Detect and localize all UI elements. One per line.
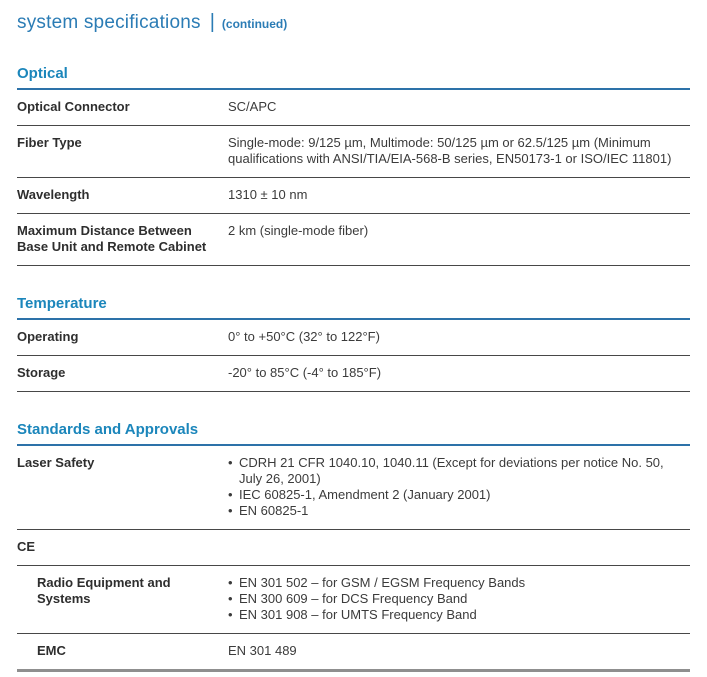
- row-value: 0° to +50°C (32° to 122°F): [228, 329, 380, 344]
- title-divider: |: [209, 11, 215, 33]
- bullet-item: [228, 503, 690, 519]
- row-value: -20° to 85°C (-4° to 185°F): [228, 365, 382, 380]
- bullet-marker: •: [228, 575, 233, 590]
- bullet-item: [228, 591, 690, 607]
- section-heading: Optical: [17, 65, 690, 90]
- row-label: Operating: [17, 329, 79, 344]
- table-row: [17, 530, 690, 566]
- table-row: [17, 178, 690, 214]
- row-value: Single-mode: 9/125 µm, Multimode: 50/125 µm or 62.5/125 µm (Minimum qualifications with ANSI/TIA/EIA-568-B series, EN50173-1 or ISO/IEC 11801): [228, 135, 672, 166]
- row-label: Maximum Distance Between Base Unit and Remote Cabinet: [17, 223, 207, 254]
- bullet-item: [228, 575, 690, 591]
- bullet-list: [228, 455, 690, 519]
- bullet-text: EN 60825-1: [239, 503, 309, 518]
- row-label: Laser Safety: [17, 455, 95, 470]
- row-label: Optical Connector: [17, 99, 130, 114]
- section-standards-approvals: [17, 421, 690, 672]
- row-value: [228, 539, 690, 555]
- row-label: EMC: [37, 643, 66, 658]
- bullet-text: IEC 60825-1, Amendment 2 (January 2001): [239, 487, 491, 502]
- bullet-marker: •: [228, 591, 233, 606]
- section-heading: Standards and Approvals: [17, 421, 690, 446]
- section-heading: Temperature: [17, 295, 690, 320]
- page-title: [17, 10, 690, 36]
- table-row: [17, 90, 690, 126]
- bullet-marker: •: [228, 455, 233, 470]
- table-row: [17, 634, 690, 672]
- row-value: 2 km (single-mode fiber): [228, 223, 369, 238]
- row-value: SC/APC: [228, 99, 277, 114]
- row-value: EN 301 489: [228, 643, 297, 658]
- bullet-text: CDRH 21 CFR 1040.10, 1040.11 (Except for deviations per notice No. 50, July 26, 2001): [239, 455, 664, 486]
- table-row: [17, 214, 690, 266]
- table-row: [17, 566, 690, 634]
- bullet-text: EN 300 609 – for DCS Frequency Band: [239, 591, 468, 606]
- title-continued-label: (continued): [221, 17, 288, 31]
- row-value: 1310 ± 10 nm: [228, 187, 308, 202]
- row-label: Wavelength: [17, 187, 90, 202]
- table-row: [17, 126, 690, 178]
- bullet-text: EN 301 502 – for GSM / EGSM Frequency Bands: [239, 575, 526, 590]
- bullet-item: [228, 487, 690, 503]
- bullet-list: [228, 575, 690, 623]
- bullet-marker: •: [228, 487, 233, 502]
- section-temperature: [17, 295, 690, 392]
- row-label: Fiber Type: [17, 135, 82, 150]
- bullet-text: EN 301 908 – for UMTS Frequency Band: [239, 607, 477, 622]
- table-row: [17, 320, 690, 356]
- row-label: Storage: [17, 365, 66, 380]
- section-optical: [17, 65, 690, 266]
- table-row: [17, 356, 690, 392]
- row-label: Radio Equipment and Systems: [37, 575, 171, 606]
- row-label: CE: [17, 539, 36, 554]
- bullet-marker: •: [228, 607, 233, 622]
- bullet-marker: •: [228, 503, 233, 518]
- bullet-item: [228, 607, 690, 623]
- page-title-text: system specifications: [17, 12, 201, 33]
- table-row: [17, 446, 690, 530]
- bullet-item: [228, 455, 690, 487]
